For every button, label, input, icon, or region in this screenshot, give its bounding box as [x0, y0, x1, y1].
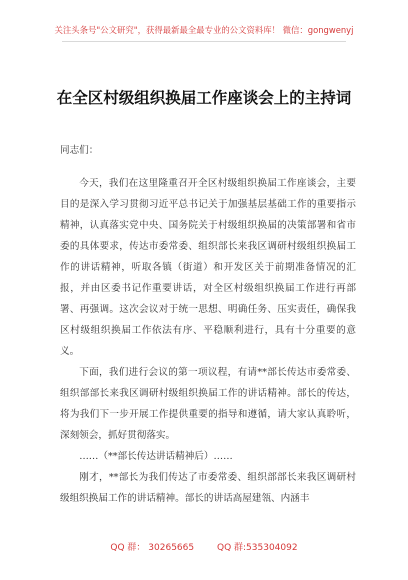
- document-title: 在全区村级组织换届工作座谈会上的主持词: [56, 89, 352, 107]
- paragraph-4: 刚才，**部长为我们传达了市委常委、组织部部长来我区调研村级组织换届工作的讲话精神。部长的讲话高屋建瓴、内涵丰: [60, 472, 356, 504]
- footer-qq-group-2: QQ 群:535304092: [216, 543, 298, 553]
- header-banner: 关注头条号"公文研究"，获得最新最全最专业的公文资料库！ 微信：gongwenyj: [54, 25, 354, 35]
- header-divider: [62, 41, 346, 42]
- paragraph-3: ……（**部长传达讲话精神后）……: [79, 451, 233, 462]
- footer-qq-group-1: QQ 群： 30265665: [110, 543, 195, 553]
- salutation: 同志们：: [60, 145, 99, 156]
- paragraph-1: 今天，我们在这里隆重召开全区村级组织换届工作座谈会，主要目的是深入学习贯彻习近平总书记关于加强基层基础工作的重要指示精神，认真落实党中央、国务院关于村级组织换届的决策部署和省市委的具体要求，传达市委常委、组织部长来我区调研村级组织换届工作的讲话精神，听取各镇（街道）和开发区关于前期准备情况的汇报，并由区委书记作重要讲话，对全区村级组织换届工作进行再部署、再强调。这次会议对于统一思想、明确任务、压实责任，确保我区村级组织换届工作依法有序、平稳顺利进行，具有十分重要的意义。: [60, 178, 356, 357]
- footer: [0, 540, 408, 553]
- document-body: [60, 140, 356, 509]
- paragraph-2: 下面，我们进行会议的第一项议程，有请**部长传达市委常委、组织部部长来我区调研村级组织换届工作的讲话精神。部长的传达，将为我们下一步开展工作提供重要的指导和遵循，请大家认真聆听，深刻领会，抓好贯彻落实。: [60, 367, 356, 441]
